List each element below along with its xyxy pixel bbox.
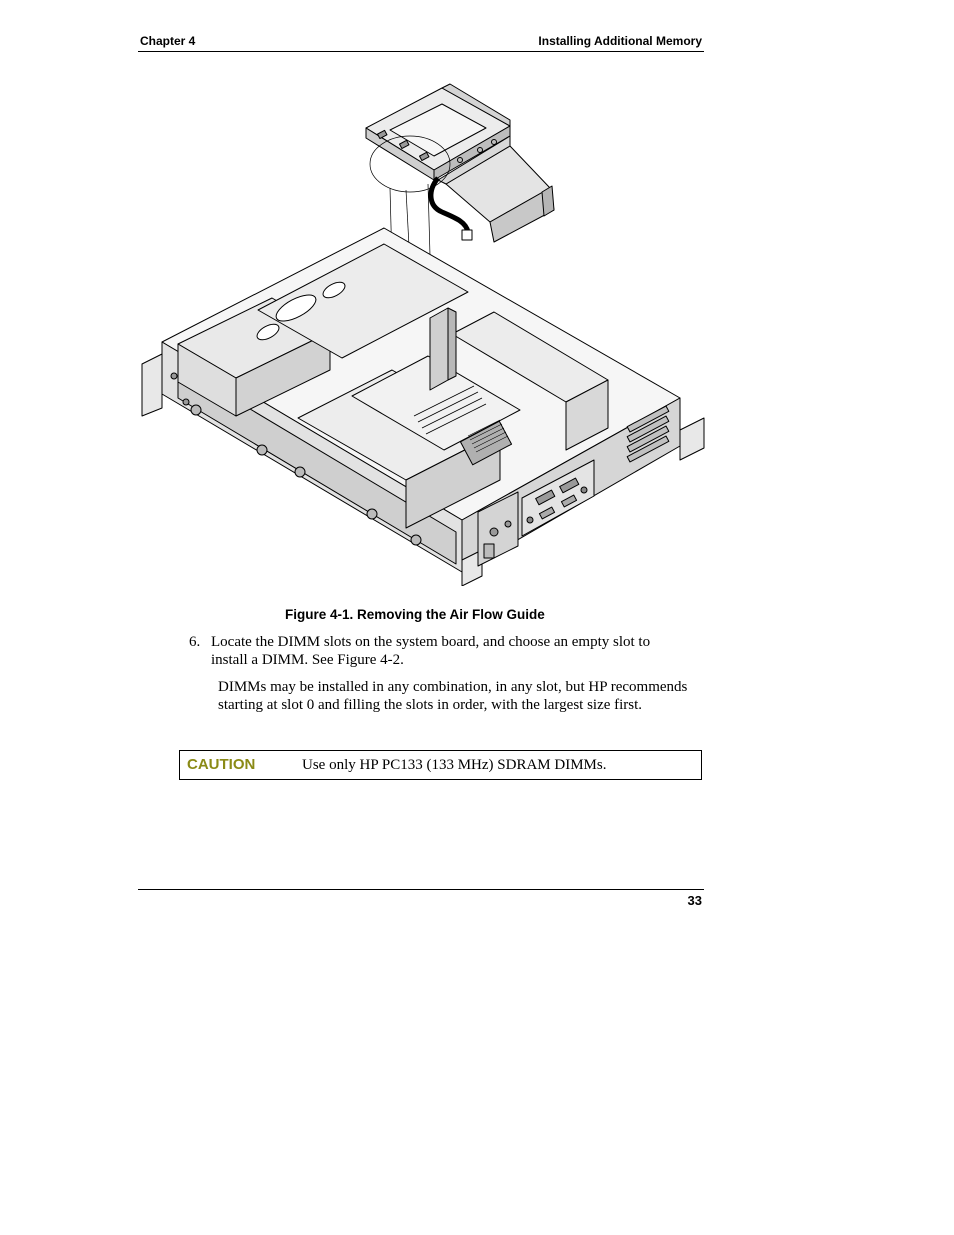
dimm-install-note: DIMMs may be installed in any combination, in any slot, but HP recommends starting at slot 0 and filling the slots in order, with the largest size first. bbox=[218, 679, 688, 713]
caution-box bbox=[179, 750, 702, 780]
running-header-section: Installing Additional Memory bbox=[538, 34, 702, 48]
server-chassis bbox=[142, 228, 704, 586]
caution-text: Use only HP PC133 (133 MHz) SDRAM DIMMs. bbox=[302, 757, 607, 773]
step-text: Locate the DIMM slots on the system board, and choose an empty slot to install a DIMM. See Figure 4-2. bbox=[211, 634, 651, 668]
chassis-illustration bbox=[138, 80, 710, 586]
page-number: 33 bbox=[687, 893, 702, 908]
footer-rule bbox=[138, 889, 704, 890]
air-flow-guide bbox=[366, 84, 554, 242]
figure-caption: Figure 4-1. Removing the Air Flow Guide bbox=[285, 607, 545, 622]
header-rule bbox=[138, 51, 704, 52]
running-header-chapter: Chapter 4 bbox=[140, 34, 196, 48]
caution-label: CAUTION bbox=[187, 756, 256, 773]
step-number: 6. bbox=[189, 634, 201, 650]
